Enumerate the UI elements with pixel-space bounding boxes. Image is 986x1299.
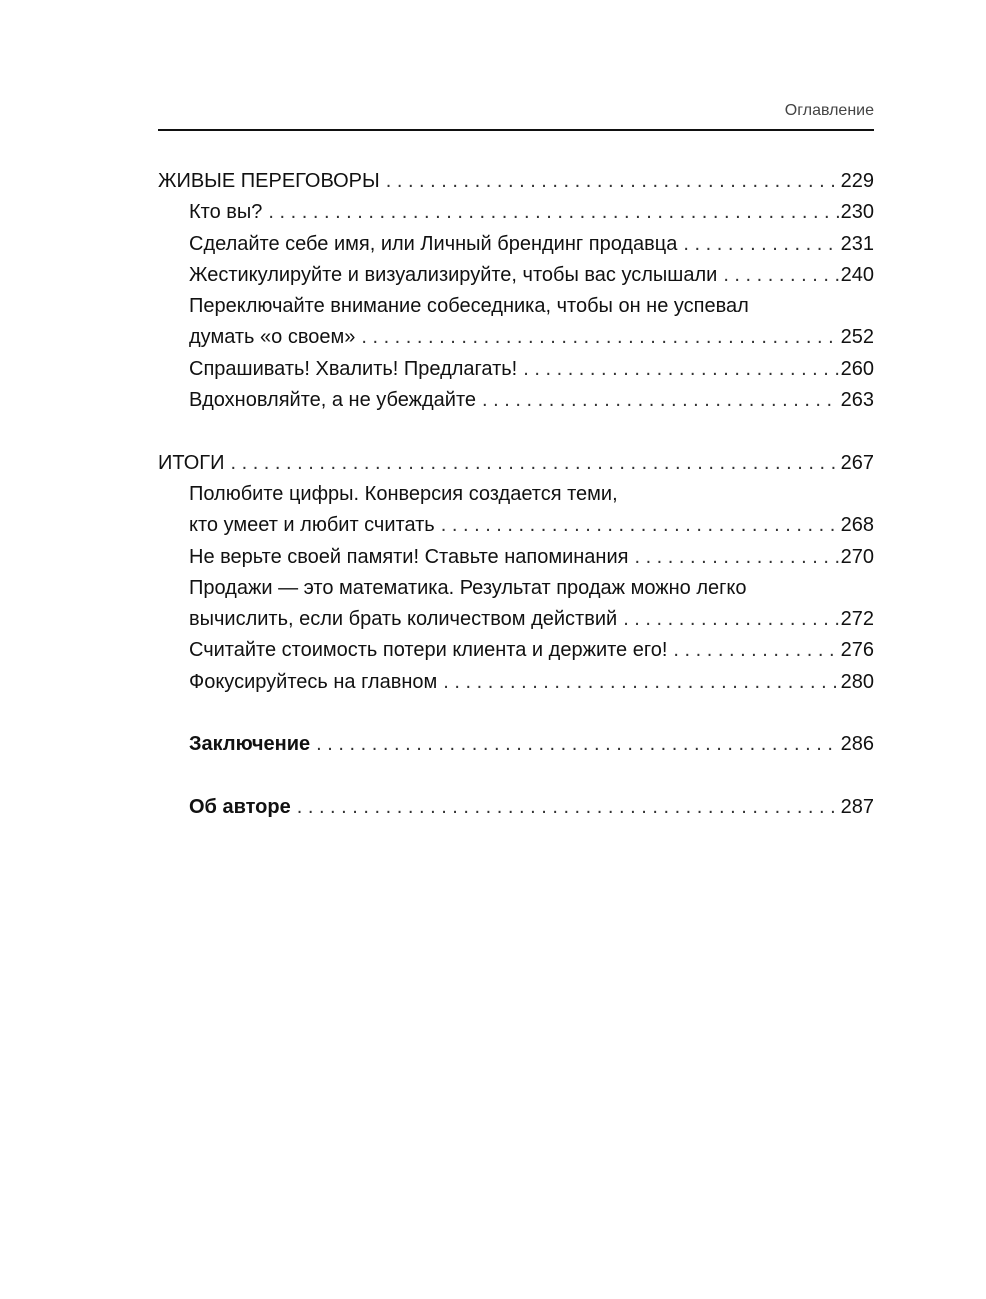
toc-entry[interactable]	[158, 510, 874, 541]
toc-entry[interactable]	[158, 635, 874, 666]
toc-entry[interactable]	[158, 604, 874, 635]
page-number: 268	[840, 514, 874, 537]
page-number: 286	[840, 733, 874, 756]
entry-title-continued: кто умеет и любит считать	[189, 514, 435, 537]
entry-title-continued: вычислить, если брать количеством действий	[189, 608, 618, 631]
toc-entry[interactable]	[158, 667, 874, 698]
entry-title: Об авторе	[189, 795, 291, 818]
page-number: 287	[840, 795, 874, 818]
dot-leader	[230, 448, 838, 479]
toc-entry[interactable]	[158, 354, 874, 385]
dot-leader	[482, 385, 839, 416]
dot-leader	[316, 729, 838, 760]
toc-entry[interactable]	[158, 229, 874, 260]
entry-title: Спрашивать! Хвалить! Предлагать!	[189, 357, 518, 380]
toc-back-matter-entry[interactable]	[158, 729, 874, 760]
toc-entry[interactable]	[158, 385, 874, 416]
entry-title: Сделайте себе имя, или Личный брендинг продавца	[189, 232, 678, 255]
entry-title: Полюбите цифры. Конверсия создается теми,	[189, 482, 618, 505]
entry-title: Вдохновляйте, а не убеждайте	[189, 389, 477, 412]
section-spacer	[158, 698, 874, 729]
toc-entry[interactable]	[158, 322, 874, 353]
page-number: 252	[840, 326, 874, 349]
dot-leader	[443, 667, 838, 698]
dot-leader	[683, 229, 838, 260]
dot-leader	[386, 166, 839, 197]
section-title: ИТОГИ	[158, 451, 225, 474]
dot-leader	[268, 197, 838, 228]
page-number: 270	[840, 545, 874, 568]
toc-section-heading[interactable]	[158, 448, 874, 479]
header-rule	[158, 129, 874, 131]
entry-title: Считайте стоимость потери клиента и держите его!	[189, 639, 668, 662]
dot-leader	[441, 510, 839, 541]
toc-entry-first-line[interactable]	[158, 479, 874, 510]
page-number: 263	[840, 389, 874, 412]
page-number: 231	[840, 232, 874, 255]
toc-back-matter-entry[interactable]	[158, 792, 874, 823]
toc-entry-first-line[interactable]	[158, 291, 874, 322]
section-title: ЖИВЫЕ ПЕРЕГОВОРЫ	[158, 170, 380, 192]
dot-leader	[361, 322, 838, 353]
dot-leader	[297, 792, 839, 823]
entry-title-continued: думать «о своем»	[189, 326, 356, 349]
running-title: Оглавление	[784, 102, 874, 119]
section-spacer	[158, 761, 874, 792]
page-number: 229	[840, 170, 874, 192]
toc-entry-first-line[interactable]	[158, 573, 874, 604]
dot-leader	[623, 604, 838, 635]
page-number: 280	[840, 670, 874, 693]
dot-leader	[523, 354, 838, 385]
page-number: 230	[840, 201, 874, 224]
dot-leader	[723, 260, 838, 291]
entry-title: Не верьте своей памяти! Ставьте напоминания	[189, 545, 629, 568]
entry-title: Фокусируйтесь на главном	[189, 670, 438, 693]
dot-leader	[673, 635, 838, 666]
page-number: 276	[840, 639, 874, 662]
entry-title: Жестикулируйте и визуализируйте, чтобы вас услышали	[189, 263, 718, 286]
entry-title: Кто вы?	[189, 201, 263, 224]
table-of-contents	[158, 166, 874, 823]
section-spacer	[158, 416, 874, 447]
entry-title: Переключайте внимание собеседника, чтобы он не успевал	[189, 295, 749, 318]
toc-section-heading[interactable]	[158, 166, 874, 197]
entry-title: Заключение	[189, 733, 311, 756]
page-number: 240	[840, 263, 874, 286]
page-number: 272	[840, 608, 874, 631]
page-number: 260	[840, 357, 874, 380]
toc-entry[interactable]	[158, 542, 874, 573]
toc-entry[interactable]	[158, 197, 874, 228]
dot-leader	[634, 542, 838, 573]
toc-entry[interactable]	[158, 260, 874, 291]
entry-title: Продажи — это математика. Результат продаж можно легко	[189, 576, 747, 599]
page-number: 267	[840, 451, 874, 474]
